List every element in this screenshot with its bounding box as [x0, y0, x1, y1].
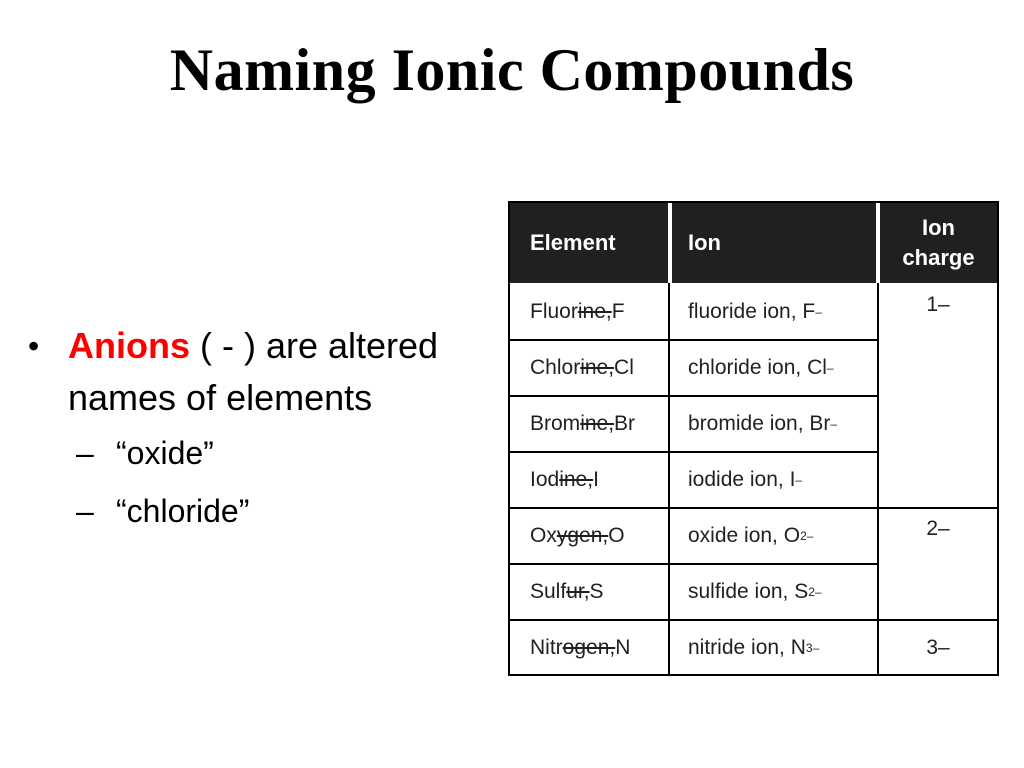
dash-icon: –	[76, 493, 94, 529]
slide-title: Naming Ionic Compounds	[169, 37, 855, 103]
table-cell-ion: oxide ion, O 2–	[688, 524, 814, 547]
header-ion-charge	[880, 203, 997, 283]
header-charge-line2: charge	[902, 245, 975, 270]
bullet-anions	[28, 320, 498, 424]
sub-bullet-text: “oxide”	[116, 435, 214, 471]
table-header	[510, 203, 997, 283]
table-cell-element: Sulf ur, S	[530, 580, 604, 603]
header-charge-line1: Ion	[922, 215, 955, 240]
sub-bullet-text: “chloride”	[116, 493, 250, 529]
table-cell-ion: chloride ion, Cl –	[688, 356, 834, 379]
column-divider	[877, 283, 879, 676]
table-cell-ion: nitride ion, N 3–	[688, 635, 820, 659]
charge-cell-3: 3–	[926, 635, 950, 659]
column-divider	[668, 283, 670, 676]
charge-cell-2: 2–	[926, 517, 950, 540]
bullet-dot-icon: •	[28, 328, 40, 364]
table-cell-element: Brom ine, Br	[530, 412, 636, 435]
header-element: Element	[530, 230, 616, 255]
table-cell-element: Iod ine, I	[530, 468, 599, 491]
table-cell-ion: fluoride ion, F –	[688, 300, 822, 323]
anions-term: Anions	[68, 325, 190, 366]
anions-description: ( - ) are altered names of elements	[68, 325, 439, 418]
sub-bullet-oxide	[28, 424, 498, 482]
anion-table	[508, 201, 999, 676]
table-cell-element: Chlor ine, Cl	[530, 356, 634, 379]
sub-bullet-chloride	[28, 482, 498, 540]
bullet-list	[28, 320, 498, 540]
header-ion: Ion	[688, 230, 721, 255]
table-cell-element: Nitr ogen, N	[530, 635, 631, 659]
table-cell-element: Ox ygen, O	[530, 524, 625, 547]
charge-cell-1: 1–	[926, 293, 950, 316]
header-divider	[668, 203, 672, 283]
table-cell-ion: sulfide ion, S 2–	[688, 580, 822, 603]
table-cell-ion: iodide ion, I –	[688, 468, 803, 491]
table-cell-ion: bromide ion, Br –	[688, 412, 838, 435]
table-cell-element: Fluor ine, F	[530, 300, 625, 323]
dash-icon: –	[76, 435, 94, 471]
